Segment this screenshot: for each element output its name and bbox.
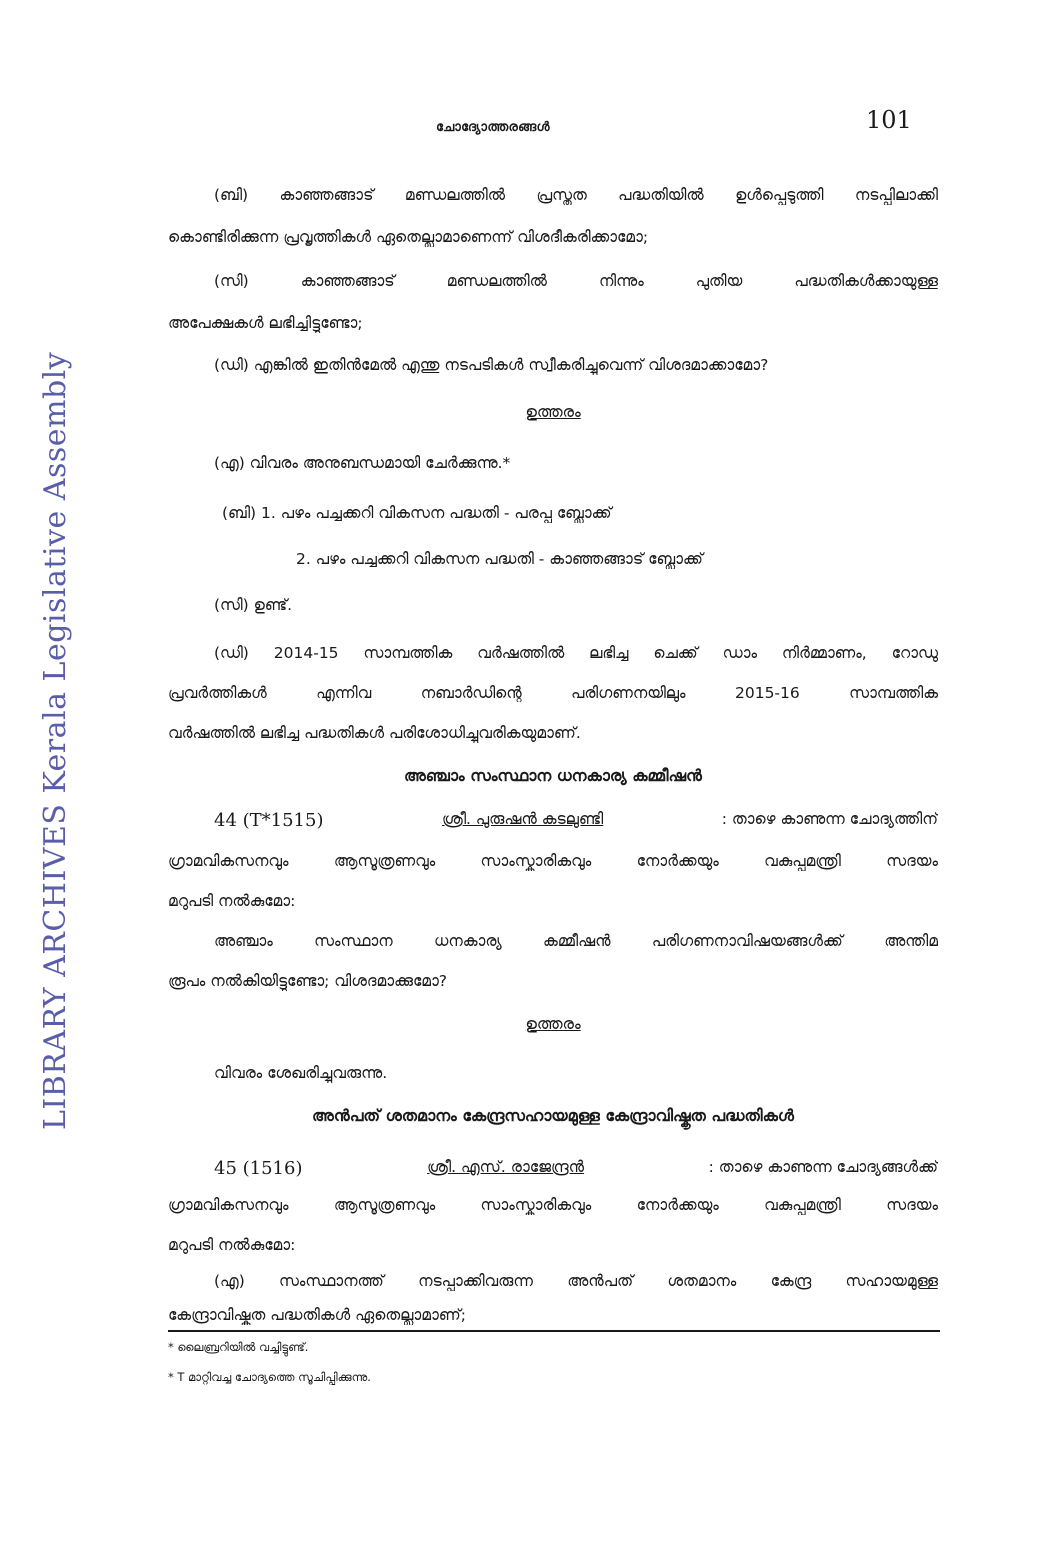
question-45-line3: മറുപടി നൽകുമോ: (168, 1236, 296, 1254)
footnote-2: * T മാറ്റിവച്ച ചോദ്യത്തെ സൂചിപ്പിക്കുന്നു. (168, 1370, 371, 1384)
question-44-intro-rest: : താഴെ കാണുന്ന ചോദ്യത്തിന് (721, 810, 938, 828)
section-45-title: അൻപത് ശതമാനം കേന്ദ്രസഹായമുള്ള കേന്ദ്രാവിഷ്കൃത പദ്ധതികൾ (312, 1106, 794, 1125)
question-b-line2: കൊണ്ടിരിക്കുന്ന പ്രവൃത്തികൾ ഏതെല്ലാമാണെന്ന് വിശദീകരിക്കാമോ; (168, 228, 649, 246)
question-44-number: 44 (T*1515) (214, 810, 324, 831)
footnote-1: * ലൈബ്രറിയിൽ വച്ചിട്ടുണ്ട്. (168, 1340, 309, 1354)
answer-c: (സി) ഉണ്ട്. (214, 596, 293, 614)
question-44-text-line2: രൂപം നൽകിയിട്ടുണ്ടോ; വിശദമാക്കുമോ? (168, 972, 448, 990)
question-c-line2: അപേക്ഷകൾ ലഭിച്ചിട്ടുണ്ടോ; (168, 314, 363, 332)
answer-a: (എ) വിവരം അനുബന്ധമായി ചേർക്കുന്നു.* (214, 454, 511, 472)
question-44-line2: ഗ്രാമവികസനവും ആസൂത്രണവും സാംസ്കാരികവും നോർക്കയും വകുപ്പുമന്ത്രി സദയം (168, 852, 938, 870)
running-head: ചോദ്യോത്തരങ്ങൾ (436, 120, 550, 135)
question-44-member: ശ്രീ. പുരുഷൻ കടലുണ്ടി (441, 810, 604, 828)
question-c-line1: (സി) കാഞ്ഞങ്ങാട് മണ്ഡലത്തിൽ നിന്നും പുതിയ പദ്ധതികൾക്കായുള്ള (214, 272, 938, 290)
answer-44: വിവരം ശേഖരിച്ചുവരുന്നു. (214, 1064, 388, 1082)
section-44-title: അഞ്ചാം സംസ്ഥാന ധനകാര്യ കമ്മീഷൻ (404, 766, 702, 785)
archive-watermark: LIBRARY ARCHIVES Kerala Legislative Assembly (38, 351, 73, 1130)
question-45-a-line1: (എ) സംസ്ഥാനത്ത് നടപ്പാക്കിവരുന്ന അൻപത് ശതമാനം കേന്ദ്ര സഹായമുള്ള (214, 1272, 938, 1290)
answer-heading: ഉത്തരം (525, 402, 581, 421)
answer-d-line2: പ്രവർത്തികൾ എന്നിവ നബാർഡിന്റെ പരിഗണനയിലും 2015-16 സാമ്പത്തിക (168, 684, 938, 702)
answer-d-line1: (ഡി) 2014-15 സാമ്പത്തിക വർഷത്തിൽ ലഭിച്ച ചെക്ക് ഡാം നിർമ്മാണം, റോഡു (214, 644, 938, 662)
question-45-a-line2: കേന്ദ്രാവിഷ്കൃത പദ്ധതികൾ ഏതെല്ലാമാണ്; (168, 1306, 466, 1324)
footnote-divider (168, 1330, 940, 1332)
question-44-text-line1: അഞ്ചാം സംസ്ഥാന ധനകാര്യ കമ്മീഷൻ പരിഗണനാവിഷയങ്ങൾക്ക് അന്തിമ (214, 932, 938, 950)
question-d-line1: (ഡി) എങ്കിൽ ഇതിൻമേൽ എന്തു നടപടികൾ സ്വീകരിച്ചുവെന്ന് വിശദമാക്കാമോ? (214, 356, 769, 374)
question-b-line1: (ബി) കാഞ്ഞങ്ങാട് മണ്ഡലത്തിൽ പ്രസ്തുത പദ്ധതിയിൽ ഉൾപ്പെടുത്തി നടപ്പിലാക്കി (214, 186, 938, 204)
question-45-intro (214, 1158, 938, 1179)
answer-44-heading: ഉത്തരം (525, 1014, 581, 1033)
question-45-member: ശ്രീ. എസ്. രാജേന്ദ്രൻ (427, 1158, 585, 1176)
answer-b-item1: (ബി) 1. പഴം പച്ചക്കറി വികസന പദ്ധതി - പരപ്പ ബ്ലോക്ക് (222, 504, 612, 522)
answer-b-item2: 2. പഴം പച്ചക്കറി വികസന പദ്ധതി - കാഞ്ഞങ്ങാട് ബ്ലോക്ക് (296, 550, 703, 568)
question-44-intro (214, 810, 938, 831)
question-44-line3: മറുപടി നൽകുമോ: (168, 892, 296, 910)
question-45-intro-rest: : താഴെ കാണുന്ന ചോദ്യങ്ങൾക്ക് (708, 1158, 938, 1176)
answer-d-line3: വർഷത്തിൽ ലഭിച്ച പദ്ധതികൾ പരിശോധിച്ചുവരികയുമാണ്. (168, 724, 581, 742)
question-45-line2: ഗ്രാമവികസനവും ആസൂത്രണവും സാംസ്കാരികവും നോർക്കയും വകുപ്പുമന്ത്രി സദയം (168, 1196, 938, 1214)
question-45-number: 45 (1516) (214, 1158, 303, 1179)
page-number: 101 (866, 106, 912, 134)
